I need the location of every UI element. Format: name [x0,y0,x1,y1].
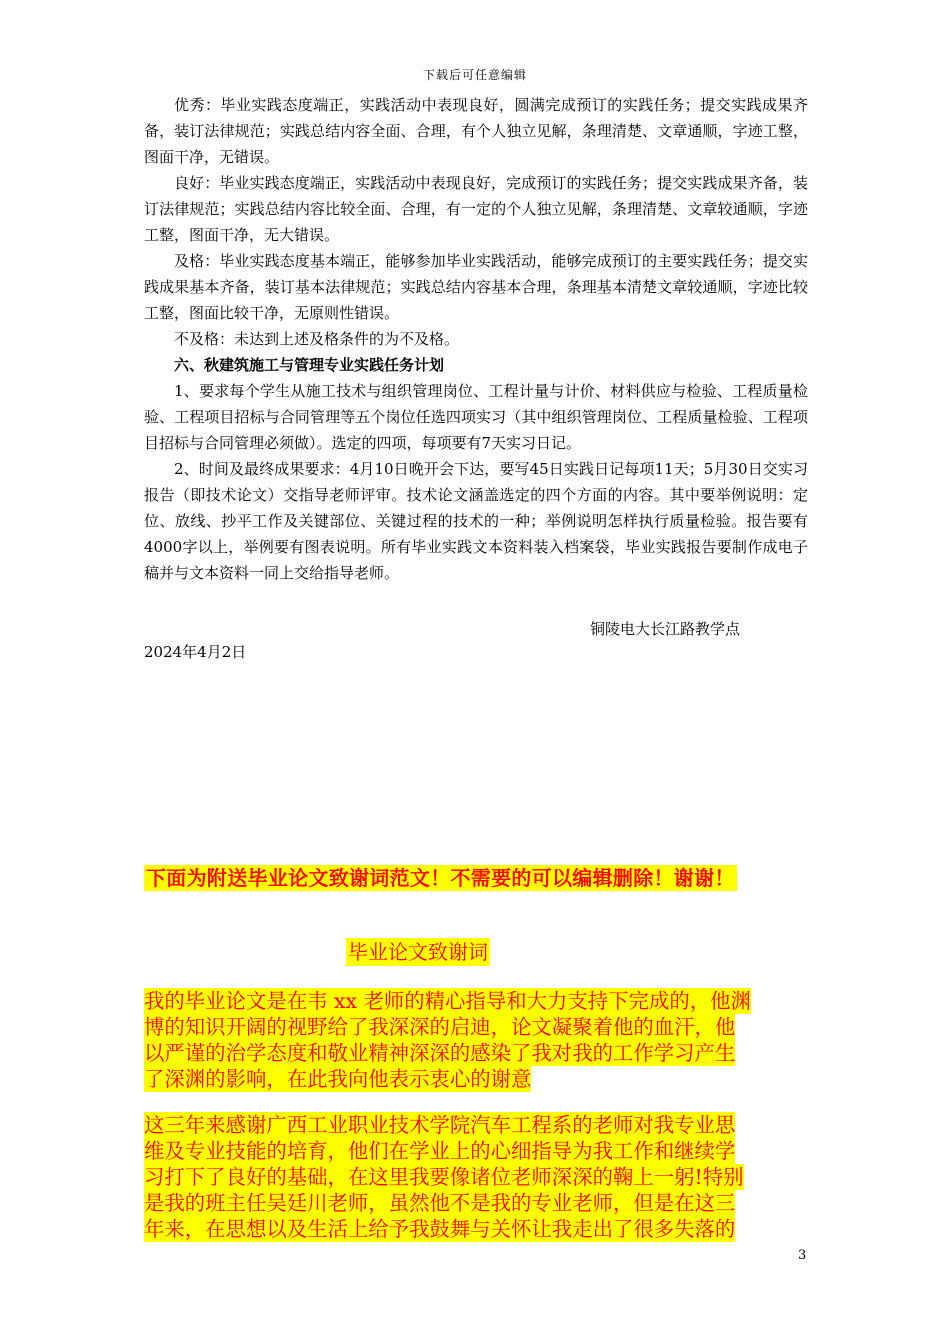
section-heading: 六、秋建筑施工与管理专业实践任务计划 [174,356,445,374]
ack-line: 以严谨的治学态度和敬业精神深深的感染了我对我的工作学习产生 [144,1041,736,1065]
ack-line: 是我的班主任吴廷川老师，虽然他不是我的专业老师，但是在这三 [144,1191,736,1215]
page-number: 3 [798,1248,807,1263]
date: 2024年4月2日 [144,643,247,661]
grading-criteria [144,92,808,586]
ack-title: 毕业论文致谢词 [348,940,488,964]
grading-good: 良好：毕业实践态度端正，实践活动中表现良好，完成预订的实践任务；提交实践成果齐备，装订法律规范；实践总结内容比较全面、合理，有一定的个人独立见解，条理清楚、文章较通顺，字迹工整，图面干净，无大错误。 [144,174,808,244]
ack-line: 了深渊的影响，在此我向他表示衷心的谢意 [144,1067,532,1091]
ack-line: 博的知识开阔的视野给了我深深的启迪，论文凝聚着他的血汗，他 [144,1015,736,1039]
ack-paragraph-1 [144,988,810,1092]
plan-item-1: 1、要求每个学生从施工技术与组织管理岗位、工程计量与计价、材料供应与检验、工程质量检验、工程项目招标与合同管理等五个岗位任选四项实习（其中组织管理岗位、工程质量检验、工程项目招标与合同管理必须做）。选定的四项，每项要有7天实习日记。 [144,382,808,452]
header-note: 下载后可任意编辑 [422,68,527,82]
grading-excellent: 优秀：毕业实践态度端正，实践活动中表现良好，圆满完成预订的实践任务；提交实践成果齐备，装订法律规范；实践总结内容全面、合理，有个人独立见解，条理清楚、文章通顺，字迹工整，图面干净，无错误。 [144,96,808,166]
grading-fail: 不及格：未达到上述及格条件的为不及格。 [174,330,460,348]
ack-line: 这三年来感谢广西工业职业技术学院汽车工程系的老师对我专业思 [144,1113,736,1137]
ack-line: 习打下了良好的基础，在这里我要像诸位老师深深的鞠上一躬!特别 [144,1165,744,1189]
grading-pass: 及格：毕业实践态度基本端正，能够参加毕业实践活动，能够完成预订的主要实践任务；提交实践成果基本齐备，装订基本法律规范；实践总结内容基本合理，条理基本清楚文章较通顺，字迹比较工整，图面比较干净，无原则性错误。 [144,252,808,322]
appendix-banner: 下面为附送毕业论文致谢词范文！不需要的可以编辑删除！谢谢！ [146,866,735,890]
ack-line: 维及专业技能的培育，他们在学业上的心细指导为我工作和继续学 [144,1139,736,1163]
ack-line: 我的毕业论文是在韦 xx 老师的精心指导和大力支持下完成的，他渊 [144,989,751,1013]
ack-paragraph-2 [144,1112,810,1242]
signature: 铜陵电大长江路教学点 [590,620,741,638]
ack-line: 年来，在思想以及生活上给予我鼓舞与关怀让我走出了很多失落的 [144,1217,736,1241]
plan-item-2: 2、时间及最终成果要求：4月10日晚开会下达，要写45日实践日记每项11天；5月30日交实习报告（即技术论文）交指导老师评审。技术论文涵盖选定的四个方面的内容。其中要举例说明：定位、放线、抄平工作及关键部位、关键过程的技术的一种；举例说明怎样执行质量检验。报告要有4000字以上，举例要有图表说明。所有毕业实践文本资料装入档案袋，毕业实践报告要制作成电子稿并与文本资料一同上交给指导老师。 [144,460,808,582]
